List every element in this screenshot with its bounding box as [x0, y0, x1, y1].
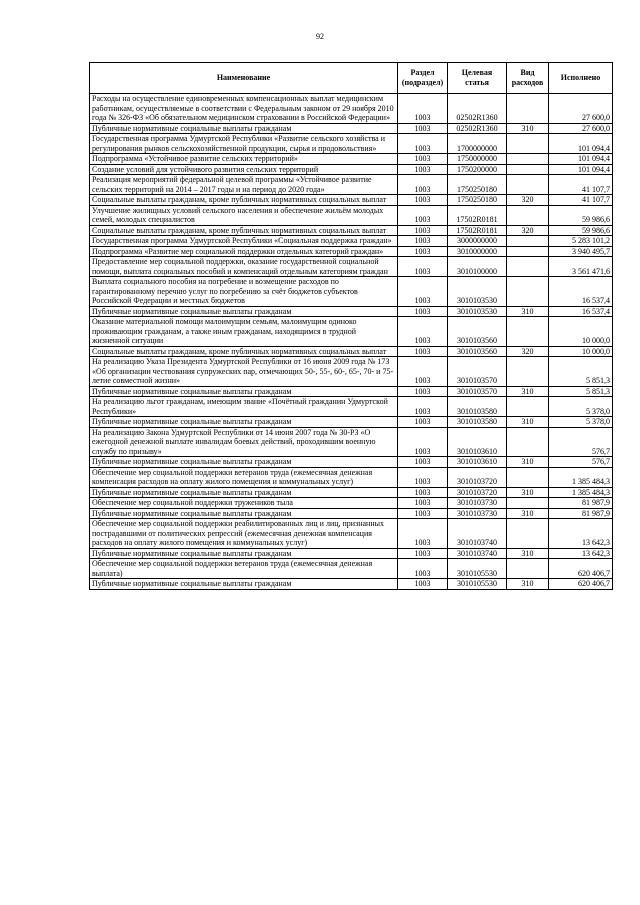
- table-row: [90, 397, 613, 417]
- budget-table: [89, 62, 613, 590]
- cell-name: Обеспечение мер социальной поддержки тружеников тыла: [90, 498, 398, 509]
- cell-section: 1003: [398, 154, 448, 165]
- cell-kind: 310: [507, 487, 549, 498]
- cell-kind: [507, 236, 549, 247]
- table-row: [90, 487, 613, 498]
- cell-name: Социальные выплаты гражданам, кроме публичных нормативных социальных выплат: [90, 225, 398, 236]
- cell-target: 3010103560: [448, 317, 507, 347]
- cell-name: Публичные нормативные социальные выплаты гражданам: [90, 457, 398, 468]
- cell-target: 3010103570: [448, 357, 507, 387]
- cell-name: Социальные выплаты гражданам, кроме публичных нормативных социальных выплат: [90, 346, 398, 357]
- header-executed: Исполнено: [549, 63, 613, 94]
- cell-name: Создание условий для устойчивого развития сельских территорий: [90, 164, 398, 175]
- cell-target: 3010103580: [448, 397, 507, 417]
- cell-target: 3010103730: [448, 498, 507, 509]
- cell-kind: [507, 246, 549, 257]
- cell-section: 1003: [398, 225, 448, 236]
- cell-target: 3010103570: [448, 386, 507, 397]
- cell-section: 1003: [398, 346, 448, 357]
- cell-amount: 101 094,4: [549, 164, 613, 175]
- cell-target: 3010103530: [448, 277, 507, 307]
- cell-section: 1003: [398, 246, 448, 257]
- cell-target: 3010103580: [448, 417, 507, 428]
- cell-target: 3010103740: [448, 548, 507, 559]
- cell-kind: [507, 467, 549, 487]
- cell-kind: 310: [507, 508, 549, 519]
- table-row: [90, 164, 613, 175]
- cell-name: Публичные нормативные социальные выплаты гражданам: [90, 487, 398, 498]
- table-row: [90, 317, 613, 347]
- cell-target: 3010103720: [448, 467, 507, 487]
- cell-kind: [507, 164, 549, 175]
- cell-target: 3010103560: [448, 346, 507, 357]
- cell-section: 1003: [398, 123, 448, 134]
- cell-target: 3010100000: [448, 257, 507, 277]
- cell-name: Публичные нормативные социальные выплаты гражданам: [90, 579, 398, 590]
- cell-target: 3010105530: [448, 579, 507, 590]
- cell-amount: 576,7: [549, 457, 613, 468]
- table-row: [90, 346, 613, 357]
- cell-section: 1003: [398, 236, 448, 247]
- cell-amount: 3 561 471,6: [549, 257, 613, 277]
- cell-name: Расходы на осуществление единовременных компенсационных выплат медицинским работникам, осуществляемые в соответствии с Федеральным законом от 29 ноября 2010 года № 326-ФЗ «Об обязательном медицинском страховании в Российской Федерации»: [90, 94, 398, 124]
- table-row: [90, 225, 613, 236]
- cell-name: Публичные нормативные социальные выплаты гражданам: [90, 386, 398, 397]
- cell-name: Публичные нормативные социальные выплаты гражданам: [90, 417, 398, 428]
- table-row: [90, 519, 613, 549]
- cell-target: 1750250180: [448, 175, 507, 195]
- cell-kind: [507, 357, 549, 387]
- cell-target: 3010103730: [448, 508, 507, 519]
- cell-section: 1003: [398, 195, 448, 206]
- cell-section: 1003: [398, 94, 448, 124]
- cell-section: 1003: [398, 427, 448, 457]
- cell-section: 1003: [398, 257, 448, 277]
- cell-section: 1003: [398, 205, 448, 225]
- cell-kind: [507, 94, 549, 124]
- cell-target: 3000000000: [448, 236, 507, 247]
- cell-amount: 3 940 495,7: [549, 246, 613, 257]
- cell-kind: 310: [507, 386, 549, 397]
- cell-section: 1003: [398, 548, 448, 559]
- table-row: [90, 154, 613, 165]
- table-row: [90, 246, 613, 257]
- cell-target: 3010105530: [448, 559, 507, 579]
- cell-section: 1003: [398, 487, 448, 498]
- cell-section: 1003: [398, 397, 448, 417]
- cell-amount: 81 987,9: [549, 508, 613, 519]
- cell-target: 3010000000: [448, 246, 507, 257]
- cell-name: Выплата социального пособия на погребение и возмещение расходов по гарантированному перечню услуг по погребению за счёт бюджетов субъектов Российской Федерации и местных бюджетов: [90, 277, 398, 307]
- table-row: [90, 205, 613, 225]
- table-row: [90, 427, 613, 457]
- cell-name: На реализацию Указа Президента Удмуртской Республики от 16 июня 2009 года № 173 «Об организации чествования супружеских пар, отмечающих 50-, 55-, 60-, 65-, 70- и 75-летие совместной жизни»: [90, 357, 398, 387]
- table-row: [90, 277, 613, 307]
- cell-name: Предоставление мер социальной поддержки, оказание государственной социальной помощи, выплата социальных пособий и компенсаций отдельным категориям граждан: [90, 257, 398, 277]
- table-body: [90, 94, 613, 590]
- table-row: [90, 417, 613, 428]
- cell-name: Публичные нормативные социальные выплаты гражданам: [90, 306, 398, 317]
- cell-kind: [507, 317, 549, 347]
- table-row: [90, 548, 613, 559]
- cell-kind: 310: [507, 548, 549, 559]
- cell-name: Государственная программа Удмуртской Республики «Социальная поддержка граждан»: [90, 236, 398, 247]
- cell-section: 1003: [398, 175, 448, 195]
- cell-kind: [507, 154, 549, 165]
- cell-amount: 27 600,0: [549, 94, 613, 124]
- cell-kind: 320: [507, 346, 549, 357]
- cell-target: 3010103610: [448, 427, 507, 457]
- cell-target: 3010103530: [448, 306, 507, 317]
- cell-section: 1003: [398, 559, 448, 579]
- cell-name: Государственная программа Удмуртской Республики «Развитие сельского хозяйства и регулирования рынков сельскохозяйственной продукции, сырья и продовольствия»: [90, 134, 398, 154]
- cell-kind: 310: [507, 123, 549, 134]
- cell-section: 1003: [398, 467, 448, 487]
- cell-kind: 320: [507, 225, 549, 236]
- cell-name: Реализация мероприятий федеральной целевой программы «Устойчивое развитие сельских территорий на 2014 – 2017 годы и на период до 2020 года»: [90, 175, 398, 195]
- table-row: [90, 498, 613, 509]
- cell-kind: 310: [507, 579, 549, 590]
- cell-name: Подпрограмма «Развитие мер социальной поддержки отдельных категорий граждан»: [90, 246, 398, 257]
- cell-amount: 5 851,3: [549, 386, 613, 397]
- cell-target: 02502R1360: [448, 94, 507, 124]
- cell-amount: 5 378,0: [549, 397, 613, 417]
- table-row: [90, 386, 613, 397]
- cell-amount: 1 385 484,3: [549, 487, 613, 498]
- cell-amount: 10 000,0: [549, 317, 613, 347]
- cell-amount: 101 094,4: [549, 134, 613, 154]
- table-row: [90, 123, 613, 134]
- table-header: [90, 63, 613, 94]
- cell-section: 1003: [398, 317, 448, 347]
- cell-amount: 41 107,7: [549, 195, 613, 206]
- cell-section: 1003: [398, 579, 448, 590]
- cell-kind: 320: [507, 195, 549, 206]
- cell-section: 1003: [398, 457, 448, 468]
- cell-section: 1003: [398, 386, 448, 397]
- cell-section: 1003: [398, 134, 448, 154]
- cell-name: Публичные нормативные социальные выплаты гражданам: [90, 123, 398, 134]
- cell-amount: 13 642,3: [549, 519, 613, 549]
- cell-amount: 81 987,9: [549, 498, 613, 509]
- cell-amount: 13 642,3: [549, 548, 613, 559]
- cell-name: Публичные нормативные социальные выплаты гражданам: [90, 508, 398, 519]
- table-row: [90, 306, 613, 317]
- cell-kind: [507, 277, 549, 307]
- cell-amount: 16 537,4: [549, 306, 613, 317]
- cell-kind: [507, 427, 549, 457]
- cell-amount: 620 406,7: [549, 559, 613, 579]
- cell-kind: [507, 205, 549, 225]
- cell-kind: [507, 498, 549, 509]
- cell-amount: 5 378,0: [549, 417, 613, 428]
- cell-kind: [507, 134, 549, 154]
- cell-amount: 5 851,3: [549, 357, 613, 387]
- cell-amount: 1 385 484,3: [549, 467, 613, 487]
- cell-target: 02502R1360: [448, 123, 507, 134]
- cell-section: 1003: [398, 164, 448, 175]
- table-row: [90, 134, 613, 154]
- cell-amount: 576,7: [549, 427, 613, 457]
- cell-target: 17502R0181: [448, 205, 507, 225]
- page-number: 92: [316, 32, 324, 41]
- cell-section: 1003: [398, 277, 448, 307]
- cell-kind: [507, 257, 549, 277]
- cell-amount: 16 537,4: [549, 277, 613, 307]
- cell-kind: [507, 559, 549, 579]
- header-name: Наименование: [90, 63, 398, 94]
- cell-target: 3010103740: [448, 519, 507, 549]
- cell-name: Подпрограмма «Устойчивое развитие сельских территорий»: [90, 154, 398, 165]
- cell-name: Обеспечение мер социальной поддержки ветеранов труда (ежемесячная денежная выплата): [90, 559, 398, 579]
- table-row: [90, 236, 613, 247]
- table-row: [90, 195, 613, 206]
- cell-target: 17502R0181: [448, 225, 507, 236]
- cell-amount: 27 600,0: [549, 123, 613, 134]
- cell-section: 1003: [398, 508, 448, 519]
- cell-target: 1750000000: [448, 154, 507, 165]
- header-kind: Вид расходов: [507, 63, 549, 94]
- cell-section: 1003: [398, 498, 448, 509]
- cell-name: Обеспечение мер социальной поддержки ветеранов труда (ежемесячная денежная компенсация расходов на оплату жилого помещения и коммунальных услуг): [90, 467, 398, 487]
- cell-name: На реализацию Закона Удмуртской Республики от 14 июня 2007 года № 30-РЗ «О ежегодной денежной выплате инвалидам боевых действий, проходившим военную службу по призыву»: [90, 427, 398, 457]
- cell-kind: 310: [507, 417, 549, 428]
- cell-amount: 10 000,0: [549, 346, 613, 357]
- cell-name: Социальные выплаты гражданам, кроме публичных нормативных социальных выплат: [90, 195, 398, 206]
- cell-kind: 310: [507, 306, 549, 317]
- table-row: [90, 579, 613, 590]
- cell-section: 1003: [398, 357, 448, 387]
- cell-amount: 59 986,6: [549, 225, 613, 236]
- table-row: [90, 175, 613, 195]
- cell-amount: 41 107,7: [549, 175, 613, 195]
- cell-section: 1003: [398, 519, 448, 549]
- cell-target: 3010103720: [448, 487, 507, 498]
- cell-section: 1003: [398, 417, 448, 428]
- cell-kind: [507, 397, 549, 417]
- cell-section: 1003: [398, 306, 448, 317]
- header-section: Раздел (подраздел): [398, 63, 448, 94]
- cell-amount: 101 094,4: [549, 154, 613, 165]
- table-row: [90, 457, 613, 468]
- cell-kind: [507, 175, 549, 195]
- table-row: [90, 559, 613, 579]
- cell-target: 3010103610: [448, 457, 507, 468]
- cell-target: 1750250180: [448, 195, 507, 206]
- cell-target: 1750200000: [448, 164, 507, 175]
- cell-kind: 310: [507, 457, 549, 468]
- table-row: [90, 357, 613, 387]
- cell-kind: [507, 519, 549, 549]
- cell-name: Обеспечение мер социальной поддержки реабилитированных лиц и лиц, признанных пострадавшими от политических репрессий (ежемесячная денежная компенсация расходов на оплату жилого помещения и коммунальных услуг): [90, 519, 398, 549]
- cell-amount: 59 986,6: [549, 205, 613, 225]
- cell-target: 1700000000: [448, 134, 507, 154]
- cell-amount: 5 283 101,2: [549, 236, 613, 247]
- table-row: [90, 467, 613, 487]
- cell-name: Оказание материальной помощи малоимущим семьям, малоимущим одиноко проживающим гражданам, а также иным гражданам, находящимся в трудной жизненной ситуации: [90, 317, 398, 347]
- cell-name: На реализацию льгот гражданам, имеющим звание «Почётный гражданин Удмуртской Республики»: [90, 397, 398, 417]
- table-row: [90, 257, 613, 277]
- cell-amount: 620 406,7: [549, 579, 613, 590]
- cell-name: Улучшение жилищных условий сельского населения и обеспечение жильём молодых семей, молодых специалистов: [90, 205, 398, 225]
- table-row: [90, 94, 613, 124]
- header-target: Целевая статья: [448, 63, 507, 94]
- table-row: [90, 508, 613, 519]
- cell-name: Публичные нормативные социальные выплаты гражданам: [90, 548, 398, 559]
